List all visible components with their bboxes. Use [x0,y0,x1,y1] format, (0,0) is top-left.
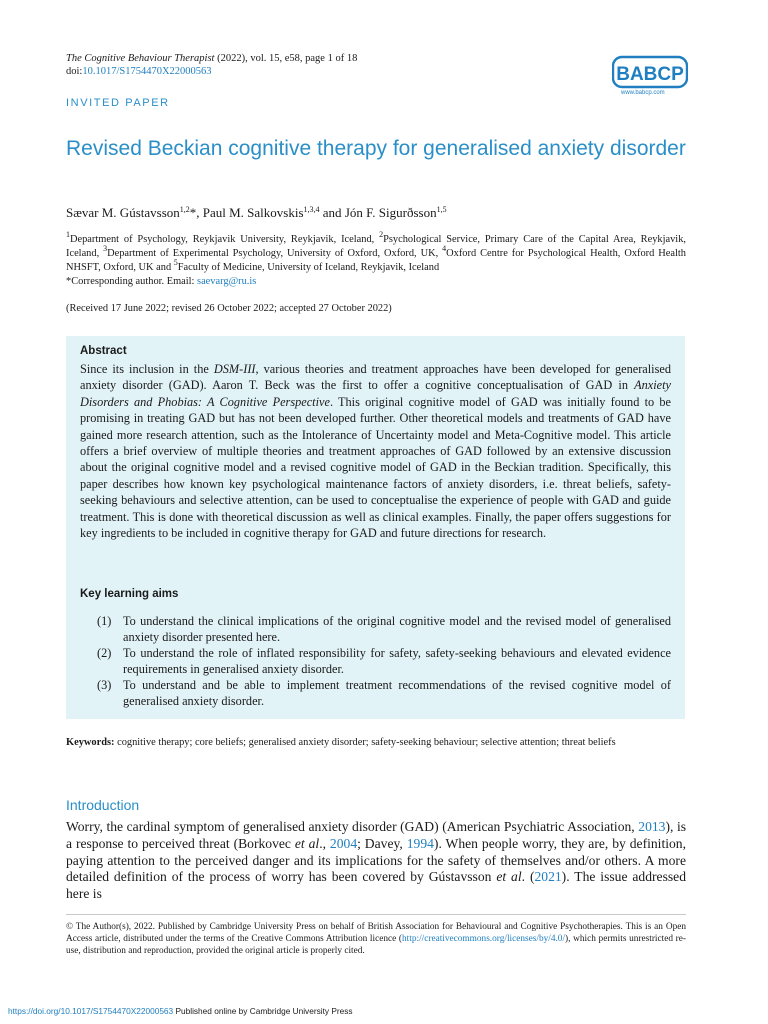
author-3-affil: 1,5 [436,205,447,214]
keywords [66,735,686,750]
abstract-run: . This original cognitive model of GAD was initially found to be promising in treating GAD but has not been developed further. Other theoretical models and treatments of GAD have gained more research attention, such as the Intolerance of Uncertainty model and Meta-Cognitive model. This article offers a brief overview of multiple theories and treatment approaches of GAD followed by an extensive discussion about the original cognitive model and a revised cognitive model of GAD in the Beckian tradition. Specifically, this paper describes how known key psychological maintenance factors of anxiety disorders, i.e. threat beliefs, safety-seeking behaviours and selective attention, can be used to conceptualise the experience of people with GAD and guide treatment. This is done with theoretical discussion as well as clinical examples. Finally, the paper offers suggestions for key ingredients to be included in cognitive therapy for GAD and future directions for research. [80,394,671,541]
learning-aim-text: To understand the clinical implications of the original cognitive model and the revised model of generalised anxiety disorder presented here. [123,614,671,645]
footer-publisher: Published online by Cambridge University Press [173,1006,353,1016]
email-link[interactable]: saevarg@ru.is [197,276,257,287]
keywords-list: cognitive therapy; core beliefs; generalised anxiety disorder; safety-seeking behaviour; selective attention; threat beliefs [114,737,616,748]
learning-aim-number: (2) [97,646,112,660]
abstract-heading: Abstract [80,345,127,357]
article-title: Revised Beckian cognitive therapy for generalised anxiety disorder [66,137,686,160]
affil-marker: 3 [103,244,108,253]
logo-url[interactable]: www.babcp.com [621,90,665,96]
abstract-run: , various theories and treatment approaches have been developed for generalised anxiety disorder (GAD). Aaron T. Beck was the first to offer a cognitive conceptualisation of GAD in [80,362,671,393]
affil-marker: 4 [442,244,447,253]
doi-link[interactable]: 10.1017/S1754470X22000563 [82,66,212,77]
key-learning-aims-heading: Key learning aims [80,588,179,600]
intro-run: ), is a response to perceived threat (Borkovec [66,819,687,851]
intro-run: ). When people worry, they are, by definition, paying attention to the perceived danger and its implications for the safety of themselves and/or others. A more detailed definition of the process of worry has been covered by Gústavsson [66,835,686,885]
author-sep: and [319,205,345,220]
intro-run: ., [319,835,330,851]
corresponding-author: *Corresponding author. Email: [66,276,198,287]
journal-citation [66,52,357,65]
author-1-star: * [189,205,197,220]
affiliations [66,230,686,289]
babcp-logo[interactable] [612,54,688,90]
intro-run: ). The issue addressed here is [66,869,686,902]
learning-aim-text: To understand the role of inflated responsibility for safety, safety-seeking behaviours and elevated evidence requirements in generalised anxiety disorder. [123,646,671,677]
abstract-italic: DSM-III [213,362,256,376]
received-dates: (Received 17 June 2022; revised 26 October 2022; accepted 27 October 2022) [66,303,392,314]
logo-text: BABCP [616,64,684,85]
intro-run: . ( [521,869,535,885]
journal-name: The Cognitive Behaviour Therapist [66,53,215,64]
author-3: Jón F. Sigurðsson [344,205,437,220]
license-notice [66,921,686,957]
intro-run: ; Davey, [357,835,407,851]
abstract-run: Since its inclusion in the [80,362,214,376]
citation-link[interactable]: 2013 [638,819,666,834]
page-footer [8,1006,353,1016]
abstract-italic: Anxiety Disorders and Phobias: A Cognitive Perspective [80,378,671,409]
footer-doi-link[interactable]: https://doi.org/10.1017/S1754470X22000563 [8,1006,174,1016]
article-type: INVITED PAPER [66,97,170,109]
learning-aim-number: (3) [97,678,112,692]
affil-text: Psychological Service, Primary Care of the Capital Area, Reykjavik, Iceland, [66,234,686,259]
affil-text: Oxford Centre for Psychological Health, Oxford Health NHSFT, Oxford, UK and [66,248,686,273]
abstract-text [80,361,671,541]
introduction-heading: Introduction [66,797,140,813]
license-run: ), which permits unrestricted re-use, distribution and reproduction, provided the original article is properly cited. [66,934,686,956]
author-list [66,205,447,221]
intro-italic: et al [496,869,522,885]
affil-text: Department of Psychology, Reykjavik University, Reykjavik, Iceland, [70,234,380,245]
citation-link[interactable]: 2004 [329,835,358,851]
doi-label: doi: [66,66,83,77]
license-divider [66,914,686,915]
author-1: Sævar M. Gústavsson [66,205,180,220]
license-link[interactable]: http://creativecommons.org/licenses/by/4.0/ [402,934,566,944]
introduction-text [66,819,686,903]
citation-link[interactable]: 2021 [534,869,562,885]
doi-line [66,65,212,78]
intro-italic: et al [294,835,320,851]
affil-text: Department of Experimental Psychology, University of Oxford, Oxford, UK, [107,248,443,259]
author-2-affil: 1,3,4 [303,205,320,214]
affil-text: Faculty of Medicine, University of Iceland, Reykjavik, Iceland [177,262,440,273]
keywords-label: Keywords: [66,737,115,748]
journal-volume: (2022), vol. 15, e58, page 1 of 18 [214,53,358,64]
affil-marker: 1 [66,230,70,239]
author-2: Paul M. Salkovskis [202,205,304,220]
author-sep: , [196,205,203,220]
learning-aim-text: To understand and be able to implement treatment recommendations of the revised cognitive model of generalised anxiety disorder. [123,678,671,709]
citation-link[interactable]: 1994 [406,835,434,851]
affil-marker: 2 [379,230,384,239]
license-run: © The Author(s), 2022. Published by Cambridge University Press on behalf of British Association for Behavioural and Cognitive Psychotherapies. This is an Open Access article, distributed under the terms of the Creative Commons Attribution licence ( [66,922,686,944]
affil-marker: 5 [173,258,178,267]
learning-aim-number: (1) [97,614,112,628]
author-1-affil: 1,2 [179,205,190,214]
intro-run: Worry, the cardinal symptom of generalised anxiety disorder (GAD) (American Psychiatric Association, [66,819,639,834]
